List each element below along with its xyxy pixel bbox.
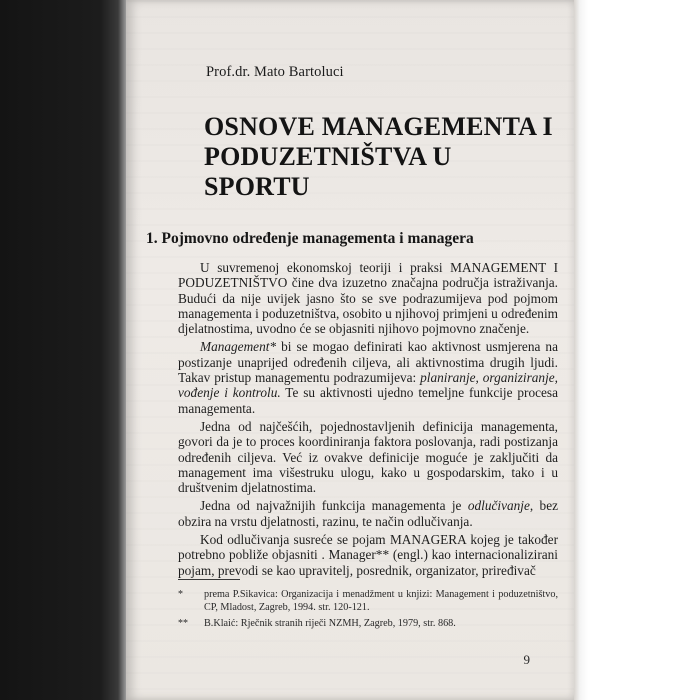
management-functions: planiranje, organiziranje, vođenje i kontrolu. [178,370,559,401]
paragraph-4-text-b: , bez obzira na vrstu djelatnosti, razinu, te način odlučivanja. [178,498,558,529]
paragraph-2-text-a: bi se mogao definirati kao aktivnost usmjerena na postizanje unaprijed određenih ciljeva, ali aktivnostima drugih ljudi. Takav pristup managementu podrazumijeva: [178,339,558,386]
body-text [178,260,558,578]
section-heading: 1. Pojmovno određenje managementa i managera [146,230,474,247]
paragraph-4 [178,498,558,529]
footnote-marker: * [178,589,183,600]
book-page [126,0,574,700]
paragraph-2 [178,339,558,415]
footnotes [178,588,558,633]
chapter-title: OSNOVE MANAGEMENTA I PODUZETNIŠTVA U SPORTU [204,112,553,201]
paragraph-1: U suvremenoj ekonomskoj teoriji i praksi MANAGEMENT I PODUZETNIŠTVO čine dva izuzetno značajna područja istraživanja. Budući da nije uvijek jasno što se sve podrazumijeva pod pojmom managementa i poduzetništva, osobito u njihovoj primjeni u određenim djelatnostima, uvodno će se objasniti njihovo pojmovno značenje. [178,260,558,337]
background-surface [574,0,700,700]
term-odlucivanje: odlučivanje [467,498,530,514]
footnote-text: prema P.Sikavica: Organizacija i menadžment u knjizi: Management i poduzetništvo, CP, Mladost, Zagreb, 1994. str. 120-121. [204,589,558,613]
author-name: Prof.dr. Mato Bartoluci [206,64,344,80]
binding-shadow [0,0,128,700]
term-management: Management* [200,339,277,355]
paragraph-2-text-b: Te su aktivnosti ujedno temeljne funkcije procesa managementa. [178,385,558,416]
footnote-text: B.Klaić: Rječnik stranih riječi NZMH, Zagreb, 1979, str. 868. [204,618,456,629]
paragraph-3: Jedna od najčešćih, pojednostavljenih definicija managementa, govori da je to proces koordiniranja faktora poslovanja, radi postizanja određenih ciljeva. Već iz ovakve definicije moguće je zaključiti da management ima višestruku ulogu, kako u gospodarskim, tako i u društvenim djelatnostima. [178,418,558,496]
footnote-1 [178,588,558,614]
paragraph-5: Kod odlučivanja susreće se pojam MANAGERA kojeg je također potrebno pobliže objasniti . Manager** (engl.) kao internacionalizirani pojam, prevodi se kao upravitelj, posrednik, organizator, priređivač [178,532,558,578]
paragraph-4-text-a: Jedna od najvažnijih funkcija managementa je [200,498,468,514]
footnote-2 [178,617,558,630]
page-number: 9 [523,652,530,667]
footnote-marker: ** [178,618,188,629]
footnote-rule [178,579,240,580]
